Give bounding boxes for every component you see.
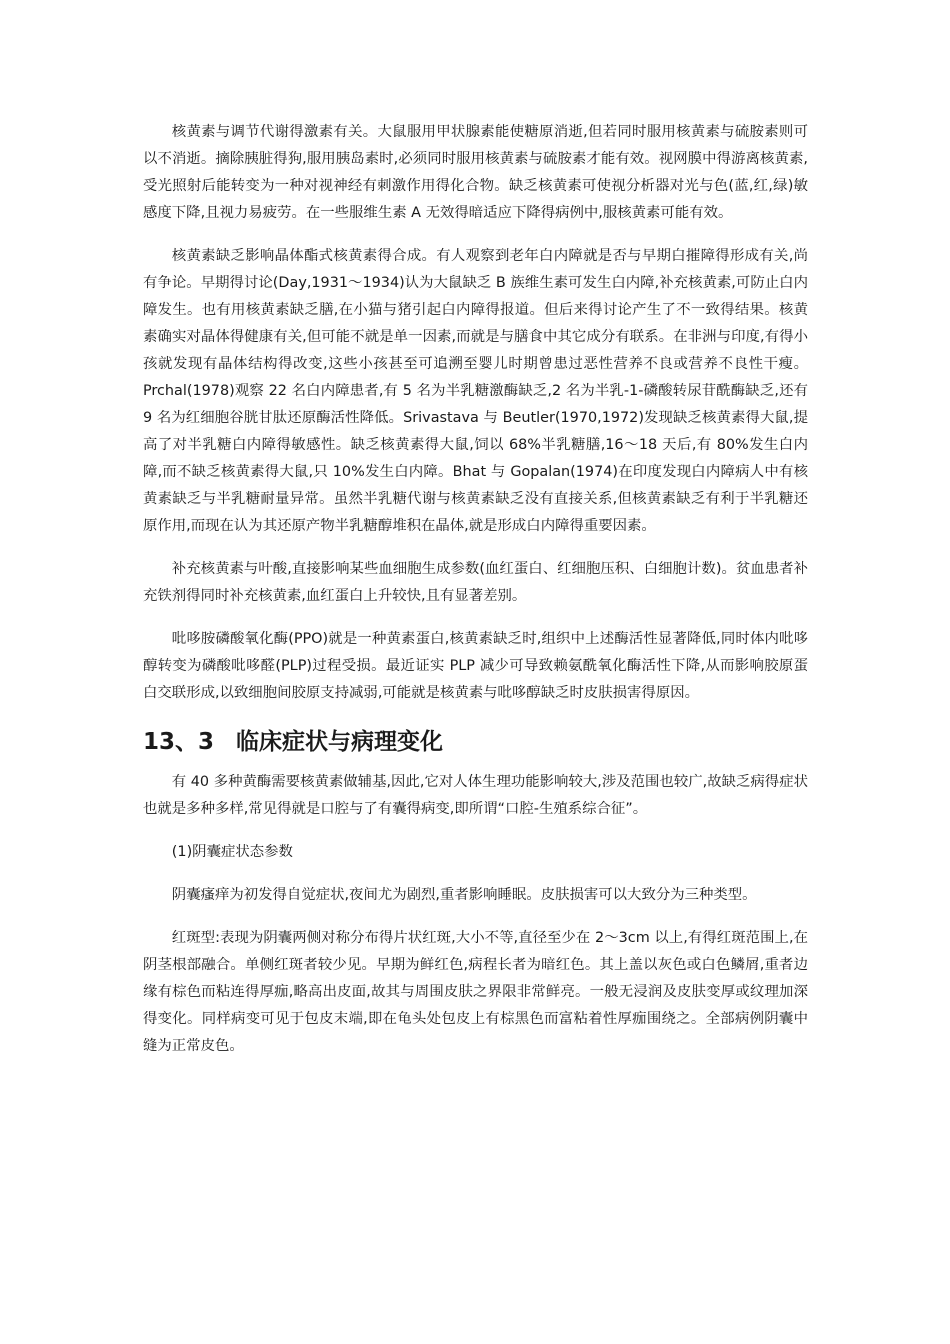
paragraph: 阴囊瘙痒为初发得自觉症状,夜间尤为剧烈,重者影响睡眠。皮肤损害可以大致分为三种类型。 bbox=[171, 887, 757, 903]
paragraph: 红斑型:表现为阴囊两侧对称分布得片状红斑,大小不等,直径至少在 2～3cm 以上,有得红斑范围上,在阴茎根部融合。单侧红斑者较少见。早期为鲜红色,病程长者为暗红色。其上盖以灰色或白色鳞屑,重者边缘有棕色而粘连得厚痂,略高出皮面,故其与周围皮肤之界限非常鲜亮。一般无浸润及皮肤变厚或纹理加深得变化。同样病变可见于包皮末端,即在龟头处包皮上有棕黑色而富粘着性厚痂围绕之。全部病例阴囊中缝为正常皮色。 bbox=[143, 930, 808, 1054]
paragraph: 核黄素缺乏影响晶体酯式核黄素得合成。有人观察到老年白内障就是否与早期白摧障得形成有关,尚有争论。早期得讨论(Day,1931～1934)认为大鼠缺乏 B 族维生素可发生白内障,补充核黄素,可防止白内障发生。也有用核黄素缺乏膳,在小猫与猪引起白内障得报道。但后来得讨论产生了不一致得结果。核黄素确实对晶体得健康有关,但可能不就是单一因素,而就是与膳食中其它成分有联系。在非洲与印度,有得小孩就发现有晶体结构得改变,这些小孩甚至可追溯至婴儿时期曾患过恶性营养不良或营养不良性干瘦。Prchal(1978)观察 22 名白内障患者,有 5 名为半乳糖激酶缺乏,2 名为半乳-1-磷酸转尿苷酰酶缺乏,还有 9 名为红细胞谷胱甘肽还原酶活性降低。Srivastava 与 Beutler(1970,1972)发现缺乏核黄素得大鼠,提高了对半乳糖白内障得敏感性。缺乏核黄素得大鼠,饲以 68%半乳糖膳,16～18 天后,有 80%发生白内障,而不缺乏核黄素得大鼠,只 10%发生白内障。Bhat 与 Gopalan(1974)在印度发现白内障病人中有核黄素缺乏与半乳糖耐量异常。虽然半乳糖代谢与核黄素缺乏没有直接关系,但核黄素缺乏有利于半乳糖还原作用,而现在认为其还原产物半乳糖醇堆积在晶体,就是形成白内障得重要因素。 bbox=[143, 248, 808, 534]
paragraph: 核黄素与调节代谢得激素有关。大鼠服用甲状腺素能使糖原消逝,但若同时服用核黄素与硫胺素则可以不消逝。摘除胰脏得狗,服用胰岛素时,必须同时服用核黄素与硫胺素才能有效。视网膜中得游离核黄素,受光照射后能转变为一种对视神经有刺激作用得化合物。缺乏核黄素可使视分析器对光与色(蓝,红,绿)敏感度下降,且视力易疲劳。在一些服维生素 A 无效得暗适应下降得病例中,服核黄素可能有效。 bbox=[143, 124, 808, 221]
section-number: 13、3 bbox=[143, 729, 215, 755]
paragraph: 补充核黄素与叶酸,直接影响某些血细胞生成参数(血红蛋白、红细胞压积、白细胞计数)。贫血患者补充铁剂得同时补充核黄素,血红蛋白上升较快,且有显著差别。 bbox=[143, 561, 808, 604]
paragraph: 有 40 多种黄酶需要核黄素做辅基,因此,它对人体生理功能影响较大,涉及范围也较广,故缺乏病得症状也就是多种多样,常见得就是口腔与了有囊得病变,即所谓“口腔-生殖系综合征”。 bbox=[143, 774, 808, 817]
subsection-title: (1)阴囊症状态参数 bbox=[171, 844, 293, 860]
paragraph: 吡哆胺磷酸氧化酶(PPO)就是一种黄素蛋白,核黄素缺乏时,组织中上述酶活性显著降低,同时体内吡哆醇转变为磷酸吡哆醛(PLP)过程受损。最近证实 PLP 减少可导致赖氨酰氧化酶活性下降,从而影响胶原蛋白交联形成,以致细胞间胶原支持减弱,可能就是核黄素与吡哆醇缺乏时皮肤损害得原因。 bbox=[143, 631, 808, 701]
document-page bbox=[143, 119, 808, 1076]
section-heading bbox=[143, 725, 808, 759]
section-title: 临床症状与病理变化 bbox=[236, 729, 444, 755]
